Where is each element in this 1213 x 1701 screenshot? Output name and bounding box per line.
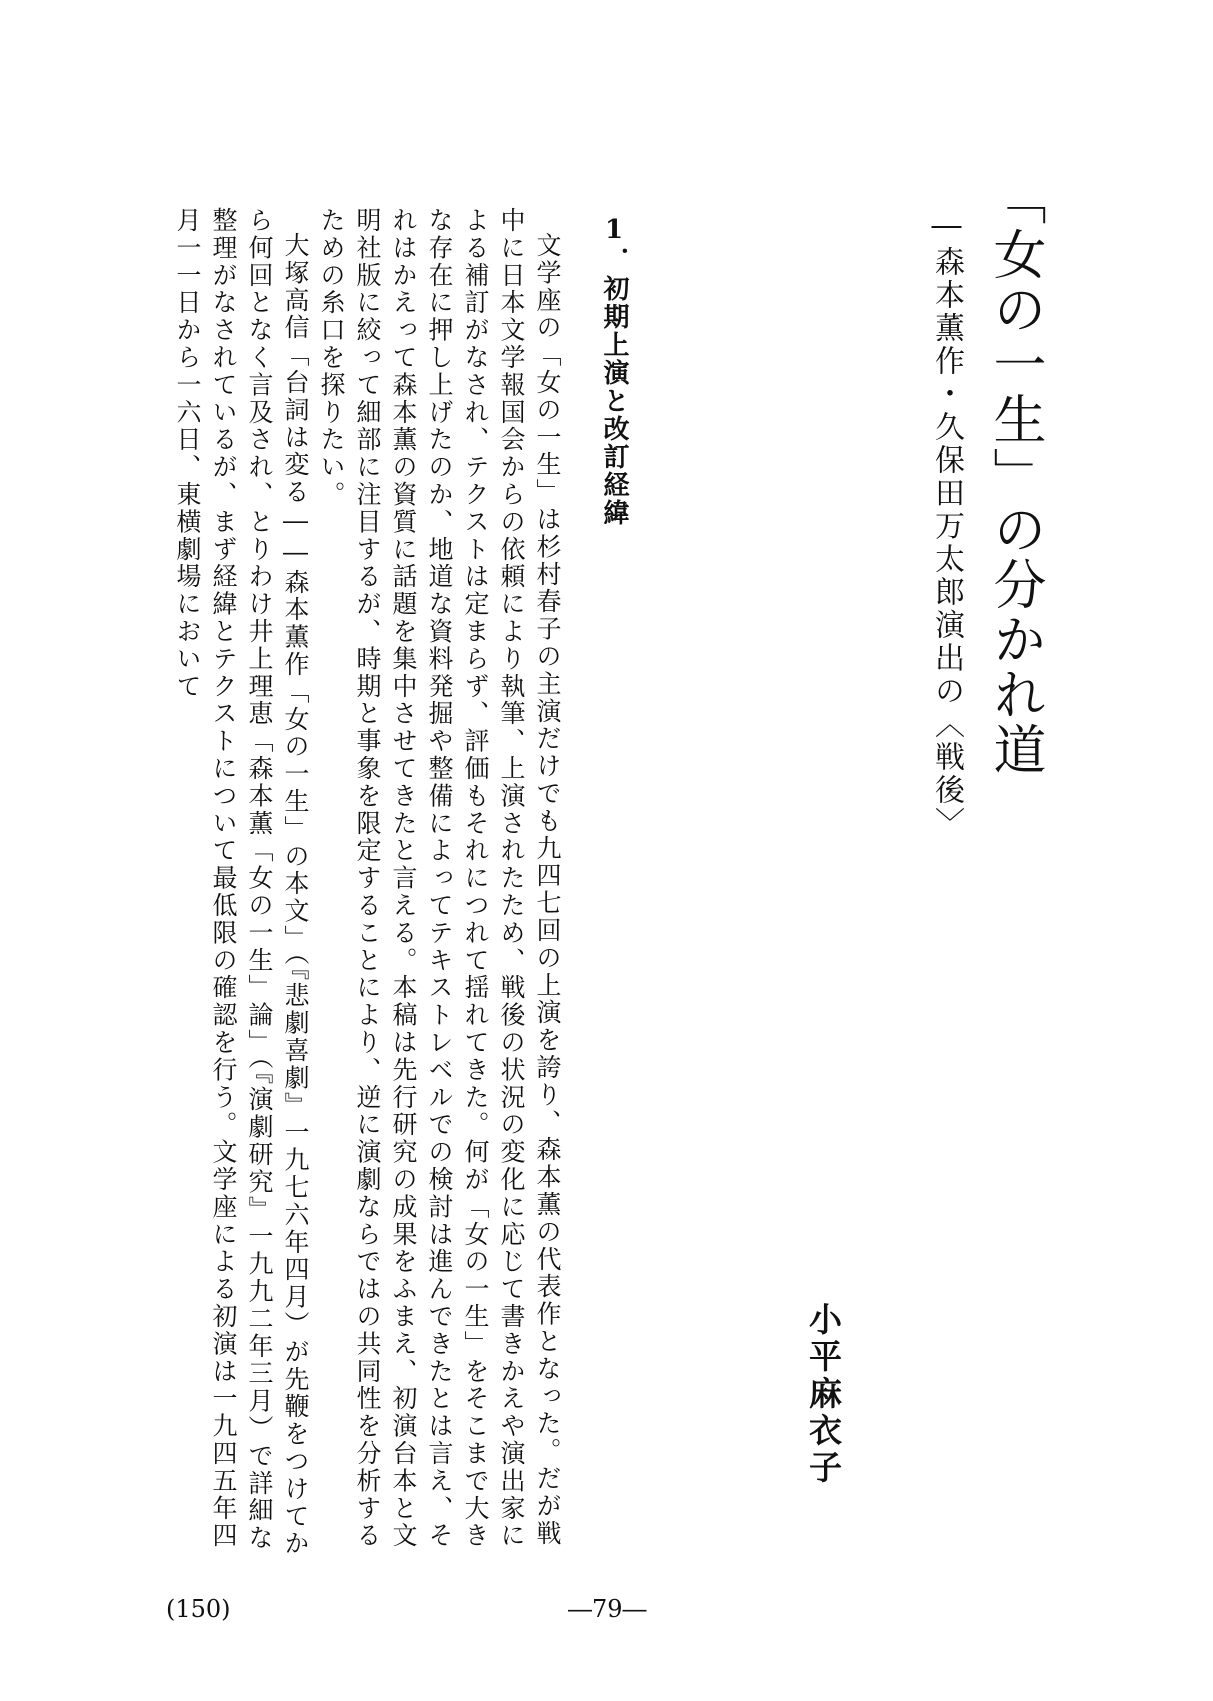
section-heading: 1．初期上演と改訂経緯	[599, 215, 629, 527]
page-number-center: ―79―	[568, 1595, 647, 1623]
body-text	[170, 207, 565, 1562]
article-subtitle: ―森本薫作・久保田万太郎演出の〈戦後〉	[929, 208, 964, 840]
paragraph-2: 大塚高信「台詞は変る――森本薫作「女の一生」の本文」（『悲劇喜劇』一九七六年四月）が先鞭をつけてから何回となく言及され、とりわけ井上理恵「森本薫「女の一生」論」（『演劇研究』一九九二年三月）で詳細な整理がなされているが、まず経緯とテクストについて最低限の確認を行う。文学座による初演は一九四五年四月一一日から一六日、東横劇場において	[173, 207, 310, 1558]
page-number-left: (150)	[166, 1595, 231, 1623]
article-title: 「女の一生」の分かれ道	[985, 172, 1046, 777]
paragraph-1: 文学座の「女の一生」は杉村春子の主演だけでも九四七回の上演を誇り、森本薫の代表作となった。だが戦中に日本文学報国会からの依頼により執筆、上演されたため、戦後の状況の変化に応じて書きかえや演出家による補訂がなされ、テクストは定まらず、評価もそれにつれて揺れてきた。何が「女の一生」をそこまで大きな存在に押し上げたのか、地道な資料発掘や整備によってテキストレベルでの検討は進んできたとは言え、それはかえって森本薫の資質に話題を集中させてきたと言える。本稿は先行研究の成果をふまえ、初演台本と文明社版に絞って細部に注目するが、時期と事象を限定することにより、逆に演劇ならではの共同性を分析するための糸口を探りたい。	[317, 207, 562, 1550]
author-name: 小平麻衣子	[804, 1302, 843, 1487]
